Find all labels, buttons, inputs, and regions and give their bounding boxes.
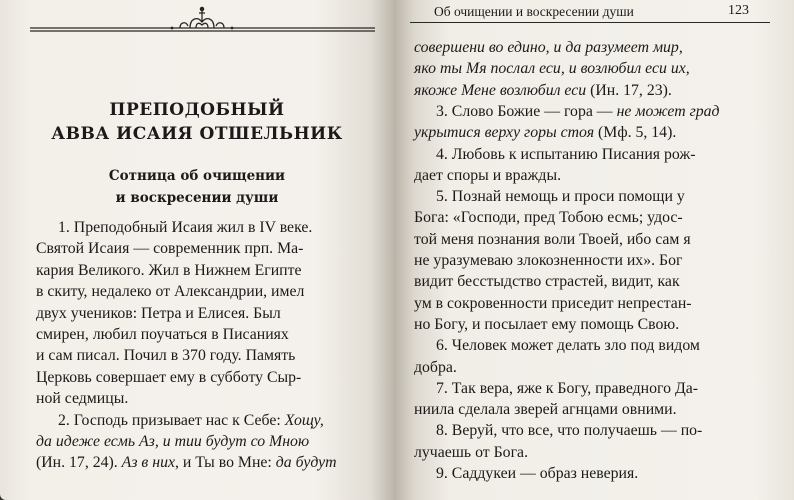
italic-text-segment: Хощу, xyxy=(284,411,324,429)
text-line xyxy=(414,208,683,228)
text-line xyxy=(414,102,720,122)
text-segment: 1. Преподобный Исаия жил в IV веке. xyxy=(58,219,313,236)
text-segment: 5. Познай немощь и проси помощи у xyxy=(436,188,685,206)
text-segment: ум в сокровенности приседит непрестан- xyxy=(414,294,692,312)
text-segment: , и Ты во Мне: xyxy=(175,454,276,472)
text-segment: (Ин. 17, 23). xyxy=(586,81,672,99)
text-segment: дает споры и вражды. xyxy=(414,166,562,184)
text-segment: 8. Веруй, что все, что получаешь — по- xyxy=(436,422,703,440)
header-rule xyxy=(410,22,770,23)
text-line xyxy=(36,432,309,452)
left-page xyxy=(0,0,394,500)
italic-text-segment: Аз в них xyxy=(121,454,175,472)
text-line xyxy=(414,166,561,186)
text-line xyxy=(414,145,696,165)
text-segment: видит бесстыдство страстей, видит, как xyxy=(414,273,680,291)
text-line xyxy=(414,421,702,441)
text-segment: ной седмицы. xyxy=(36,390,129,408)
text-segment: Святой Исаия — современник прп. Ма- xyxy=(36,240,304,258)
text-line xyxy=(36,325,289,345)
text-line xyxy=(414,294,692,314)
text-line xyxy=(36,239,303,259)
text-segment: (Ин. 17, 24). xyxy=(36,454,122,472)
text-line xyxy=(414,272,680,292)
text-line xyxy=(414,59,690,79)
work-subtitle-line2: и воскресении души xyxy=(115,190,279,206)
running-head-title: Об очищении и воскресении души xyxy=(434,4,634,19)
text-line xyxy=(414,81,672,101)
text-line xyxy=(414,443,528,463)
text-segment: 7. Так вера, яже к Богу, праведного Да- xyxy=(436,379,698,397)
text-line xyxy=(414,336,700,356)
text-segment: не уразумеваю злокозненности их». Бог xyxy=(414,252,683,269)
header-ornament xyxy=(30,6,375,40)
italic-text-segment: не может град xyxy=(616,102,720,120)
text-segment: лучаешь от Бога. xyxy=(414,443,529,461)
text-segment: (Мф. 5, 14). xyxy=(594,124,677,142)
author-title-line1: ПРЕПОДОБНЫЙ xyxy=(109,100,285,120)
text-segment: 2. Господь призывает нас к Себе: xyxy=(58,411,285,429)
text-line xyxy=(414,38,683,58)
text-line xyxy=(414,123,676,143)
text-line xyxy=(36,453,337,473)
text-segment: Бога: «Господи, пред Тобою есмь; удос- xyxy=(414,209,683,227)
work-subtitle-line1: Сотница об очищении xyxy=(108,168,286,184)
text-line xyxy=(414,464,638,484)
text-segment: той меня познания воли Твоей, ибо сам я xyxy=(414,230,691,248)
text-segment: в скиту, недалеко от Александрии, имел xyxy=(36,283,305,301)
text-line xyxy=(36,304,281,324)
text-segment: ниила сделала зверей агнцами овними. xyxy=(414,401,677,419)
italic-text-segment: да будут xyxy=(275,454,337,472)
text-line xyxy=(36,282,304,302)
text-segment: и сам писал. Почил в 370 году. Память xyxy=(36,347,296,365)
text-segment: 9. Саддукеи — образ неверия. xyxy=(436,465,639,482)
italic-text-segment: укрытися верху горы стоя xyxy=(414,124,595,142)
text-line xyxy=(414,230,691,250)
text-segment: 6. Человек может делать зло под видом xyxy=(436,337,700,355)
text-segment: добра. xyxy=(414,358,457,376)
text-line xyxy=(36,346,295,366)
text-line xyxy=(36,368,301,388)
text-line xyxy=(36,261,302,281)
text-line xyxy=(414,400,677,420)
italic-text-segment: да идеже есмь Аз, и тии будут со Мною xyxy=(36,433,310,450)
page-number: 123 xyxy=(728,3,749,18)
italic-text-segment: яко ты Мя послал еси, и возлюбил еси их, xyxy=(414,60,690,78)
text-line xyxy=(414,251,682,271)
text-line xyxy=(36,411,324,431)
text-segment: 3. Слово Божие — гора — xyxy=(436,102,617,120)
text-segment: кария Великого. Жил в Нижнем Египте xyxy=(36,261,302,279)
text-segment: 4. Любовь к испытанию Писания рож- xyxy=(436,145,696,163)
text-line xyxy=(414,315,679,335)
text-segment: смирен, любил поучаться в Писаниях xyxy=(36,326,289,343)
text-line xyxy=(414,187,685,207)
text-segment: Церковь совершает ему в субботу Сыр- xyxy=(36,368,302,386)
author-title-line2: АВВА ИСАИЯ ОТШЕЛЬНИК xyxy=(51,124,343,144)
text-line xyxy=(414,379,698,399)
right-page xyxy=(394,0,794,500)
text-line xyxy=(414,358,457,378)
text-line xyxy=(36,218,312,238)
text-segment: но Богу, и посылает ему помощь Свою. xyxy=(414,315,680,333)
italic-text-segment: совершени во едино, и да разумеет мир, xyxy=(414,39,683,56)
italic-text-segment: якоже Мене возлюбил еси xyxy=(414,81,587,99)
text-line xyxy=(36,389,128,409)
text-segment: двух учеников: Петра и Елисея. Был xyxy=(36,304,281,322)
